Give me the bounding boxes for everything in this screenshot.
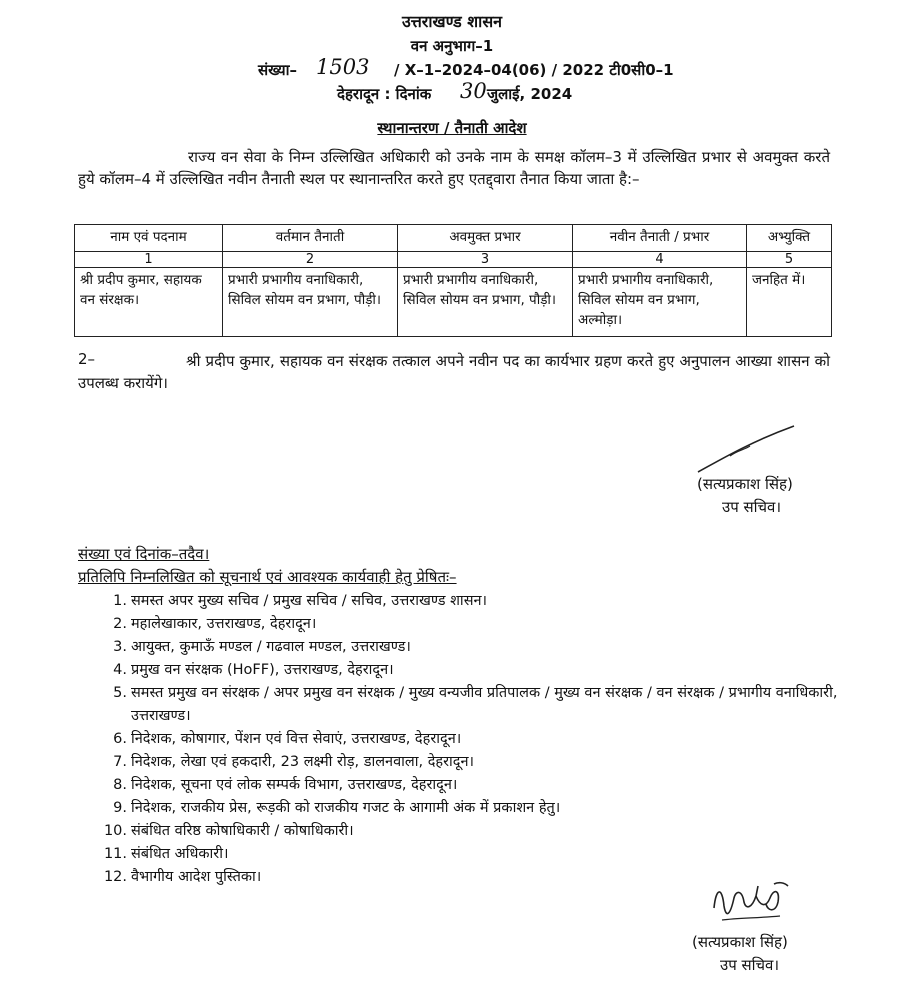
cell-name: श्री प्रदीप कुमार, सहायक वन संरक्षक। [75, 268, 223, 337]
col-header-new-posting: नवीन तैनाती / प्रभार [573, 225, 747, 252]
government-heading: उत्तराखण्ड शासन [401, 12, 503, 31]
reference-number: / X–1–2024–04(06) / 2022 टी0सी0–1 [394, 61, 674, 79]
handwritten-number: 1503 [316, 55, 370, 79]
list-item: 9. निदेशक, राजकीय प्रेस, रूड़की को राजकीय गजट के आगामी अंक में प्रकाशन हेतु। [113, 800, 561, 816]
number-label: संख्या– [258, 61, 298, 79]
handwritten-signature [708, 878, 798, 928]
list-item: 10. संबंधित वरिष्ठ कोषाधिकारी / कोषाधिकारी। [103, 823, 354, 839]
column-number-row [75, 252, 832, 268]
place-date-prefix: देहरादून : दिनांक [337, 85, 432, 103]
table-header-row [75, 225, 832, 252]
list-item: 6. निदेशक, कोषागार, पेंशन एवं वित्त सेवाएं, उत्तराखण्ड, देहरादून। [113, 731, 462, 747]
column-number: 4 [573, 252, 747, 268]
column-number: 5 [747, 252, 832, 268]
col-header-relieved-charge: अवमुक्त प्रभार [398, 225, 573, 252]
transfer-table [74, 224, 832, 337]
list-item: 12. वैभागीय आदेश पुस्तिका। [103, 869, 262, 885]
col-header-remarks: अभ्युक्ति [747, 225, 832, 252]
cell-remarks: जनहित में। [747, 268, 832, 337]
column-number: 1 [75, 252, 223, 268]
cell-new-posting: प्रभारी प्रभागीय वनाधिकारी, सिविल सोयम वन प्रभाग, अल्मोड़ा। [573, 268, 747, 337]
cell-current-posting: प्रभारी प्रभागीय वनाधिकारी, सिविल सोयम वन प्रभाग, पौड़ी। [223, 268, 398, 337]
order-title: स्थानान्तरण / तैनाती आदेश [377, 119, 527, 137]
para2-number: 2– [78, 350, 96, 368]
col-header-current-posting: वर्तमान तैनाती [223, 225, 398, 252]
list-item: 8. निदेशक, सूचना एवं लोक सम्पर्क विभाग, उत्तराखण्ड, देहरादून। [113, 777, 458, 793]
signatory-designation-2: उप सचिव। [720, 956, 780, 974]
list-item: 11. संबंधित अधिकारी। [103, 846, 229, 862]
list-item: 5. समस्त प्रमुख वन संरक्षक / अपर प्रमुख वन संरक्षक / मुख्य वन्यजीव प्रतिपालक / मुख्य वन संरक्षक / वन संरक्षक / प्रभागीय वनाधिकारी, उत्तराखण्ड। [113, 685, 838, 724]
copy-intro: प्रतिलिपि निम्नलिखित को सूचनार्थ एवं आवश्यक कार्यवाही हेतु प्रेषितः– [78, 568, 457, 586]
list-item: 4. प्रमुख वन संरक्षक (HoFF), उत्तराखण्ड, देहरादून। [113, 662, 394, 678]
list-item: 1. समस्त अपर मुख्य सचिव / प्रमुख सचिव / सचिव, उत्तराखण्ड शासन। [113, 593, 488, 609]
signature-mark [690, 420, 800, 480]
section-heading: वन अनुभाग–1 [410, 37, 494, 55]
signatory-name: (सत्यप्रकाश सिंह) [697, 475, 793, 493]
signatory-name-2: (सत्यप्रकाश सिंह) [692, 933, 788, 951]
copy-reference-line: संख्या एवं दिनांक–तदैव। [78, 545, 210, 563]
column-number: 2 [223, 252, 398, 268]
date-suffix: जुलाई, 2024 [487, 85, 573, 103]
column-number: 3 [398, 252, 573, 268]
cell-relieved-charge: प्रभारी प्रभागीय वनाधिकारी, सिविल सोयम वन प्रभाग, पौड़ी। [398, 268, 573, 337]
list-item: 7. निदेशक, लेखा एवं हकदारी, 23 लक्ष्मी रोड़, डालनवाला, देहरादून। [113, 754, 475, 770]
col-header-name: नाम एवं पदनाम [75, 225, 223, 252]
table-row [75, 268, 832, 337]
para2-text: श्री प्रदीप कुमार, सहायक वन संरक्षक तत्काल अपने नवीन पद का कार्यभार ग्रहण करते हुए अनुपालन आख्या शासन को उपलब्ध करायेंगे। [78, 352, 830, 392]
copy-recipient-list [103, 590, 863, 889]
intro-paragraph: राज्य वन सेवा के निम्न उल्लिखित अधिकारी को उनके नाम के समक्ष कॉलम–3 में उल्लिखित प्रभार से अवमुक्त करते हुये कॉलम–4 में उल्लिखित नवीन तैनाती स्थल पर स्थानान्तरित करते हुए एतद्द्वारा तैनात किया जाता है:– [78, 148, 830, 188]
list-item: 2. महालेखाकार, उत्तराखण्ड, देहरादून। [113, 616, 317, 632]
list-item: 3. आयुक्त, कुमाऊँ मण्डल / गढवाल मण्डल, उत्तराखण्ड। [113, 639, 411, 655]
handwritten-date: 30 [460, 79, 487, 103]
signatory-designation: उप सचिव। [722, 498, 782, 516]
